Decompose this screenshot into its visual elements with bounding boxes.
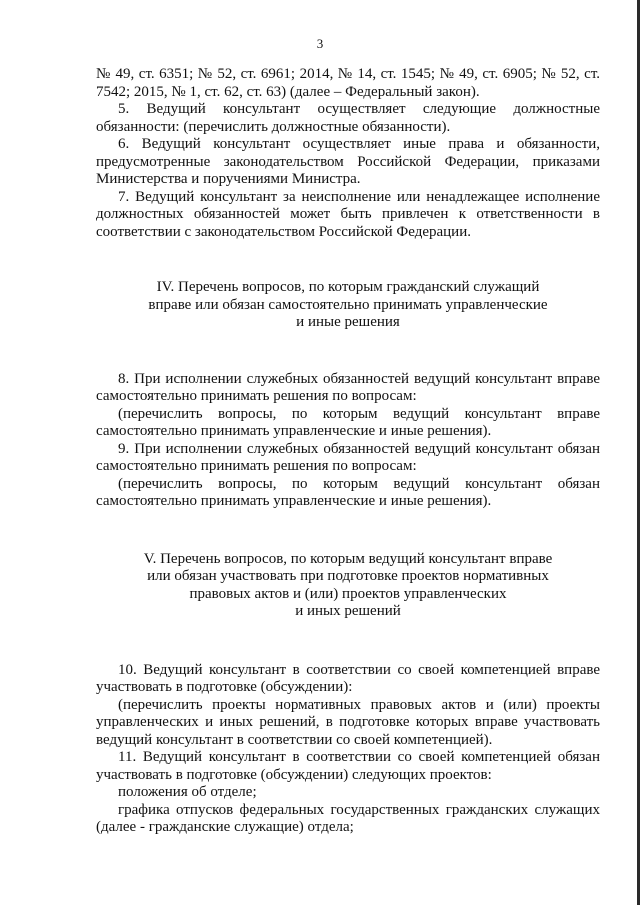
heading-line: вправе или обязан самостоятельно принимать управленческие bbox=[148, 296, 548, 313]
paragraph-7: 7. Ведущий консультант за неисполнение или ненадлежащее исполнение должностных обязанностей может быть привлечен к ответственности в соответствии с законодательством Российской Федерации. bbox=[96, 188, 600, 240]
list-item-department-regulation: положения об отделе; bbox=[118, 784, 257, 800]
heading-line: правовых актов и (или) проектов управленческих bbox=[189, 585, 507, 602]
section-heading-v bbox=[96, 551, 600, 621]
paragraph-8: 8. При исполнении служебных обязанностей ведущий консультант вправе самостоятельно принимать решения по вопросам: bbox=[96, 370, 600, 404]
paragraph-9: 9. При исполнении служебных обязанностей ведущий консультант обязан самостоятельно принимать решения по вопросам: bbox=[96, 440, 600, 474]
paragraph-law-citation: № 49, ст. 6351; № 52, ст. 6961; 2014, № 14, ст. 1545; № 49, ст. 6905; № 52, ст. 7542; 2015, № 1, ст. 62, ст. 63) (далее – Федеральный закон). bbox=[96, 66, 600, 100]
list-item-vacation-schedule: графика отпусков федеральных государственных гражданских служащих (далее - гражданские служащие) отдела; bbox=[96, 801, 600, 835]
paragraph-5: 5. Ведущий консультант осуществляет следующие должностные обязанности: (перечислить должностные обязанности). bbox=[96, 101, 600, 135]
document-body bbox=[96, 66, 600, 837]
paragraph-8-list: (перечислить вопросы, по которым ведущий консультант вправе самостоятельно принимать управленческие и иные решения). bbox=[96, 405, 600, 439]
paragraph-6: 6. Ведущий консультант осуществляет иные права и обязанности, предусмотренные законодательством Российской Федерации, приказами Министерства и поручениями Министра. bbox=[96, 136, 600, 187]
heading-line: V. Перечень вопросов, по которым ведущий консультант вправе bbox=[143, 550, 553, 567]
heading-line: и иные решения bbox=[296, 314, 400, 330]
page-number: 3 bbox=[316, 36, 324, 51]
heading-line: или обязан участвовать при подготовке проектов нормативных bbox=[147, 568, 549, 584]
paragraph-10: 10. Ведущий консультант в соответствии со своей компетенцией вправе участвовать в подготовке (обсуждении): bbox=[96, 661, 600, 695]
section-heading-iv bbox=[96, 279, 600, 332]
paragraph-11: 11. Ведущий консультант в соответствии со своей компетенцией обязан участвовать в подготовке (обсуждении) следующих проектов: bbox=[96, 749, 600, 783]
heading-line: и иных решений bbox=[295, 603, 401, 619]
paragraph-9-list: (перечислить вопросы, по которым ведущий консультант обязан самостоятельно принимать управленческие и иные решения). bbox=[96, 475, 600, 509]
paragraph-10-list: (перечислить проекты нормативных правовых актов и (или) проекты управленческих и иных решений, в подготовке которых вправе участвовать ведущий консультант в соответствии со своей компетенцией). bbox=[96, 696, 600, 748]
heading-line: IV. Перечень вопросов, по которым гражданский служащий bbox=[156, 279, 540, 295]
